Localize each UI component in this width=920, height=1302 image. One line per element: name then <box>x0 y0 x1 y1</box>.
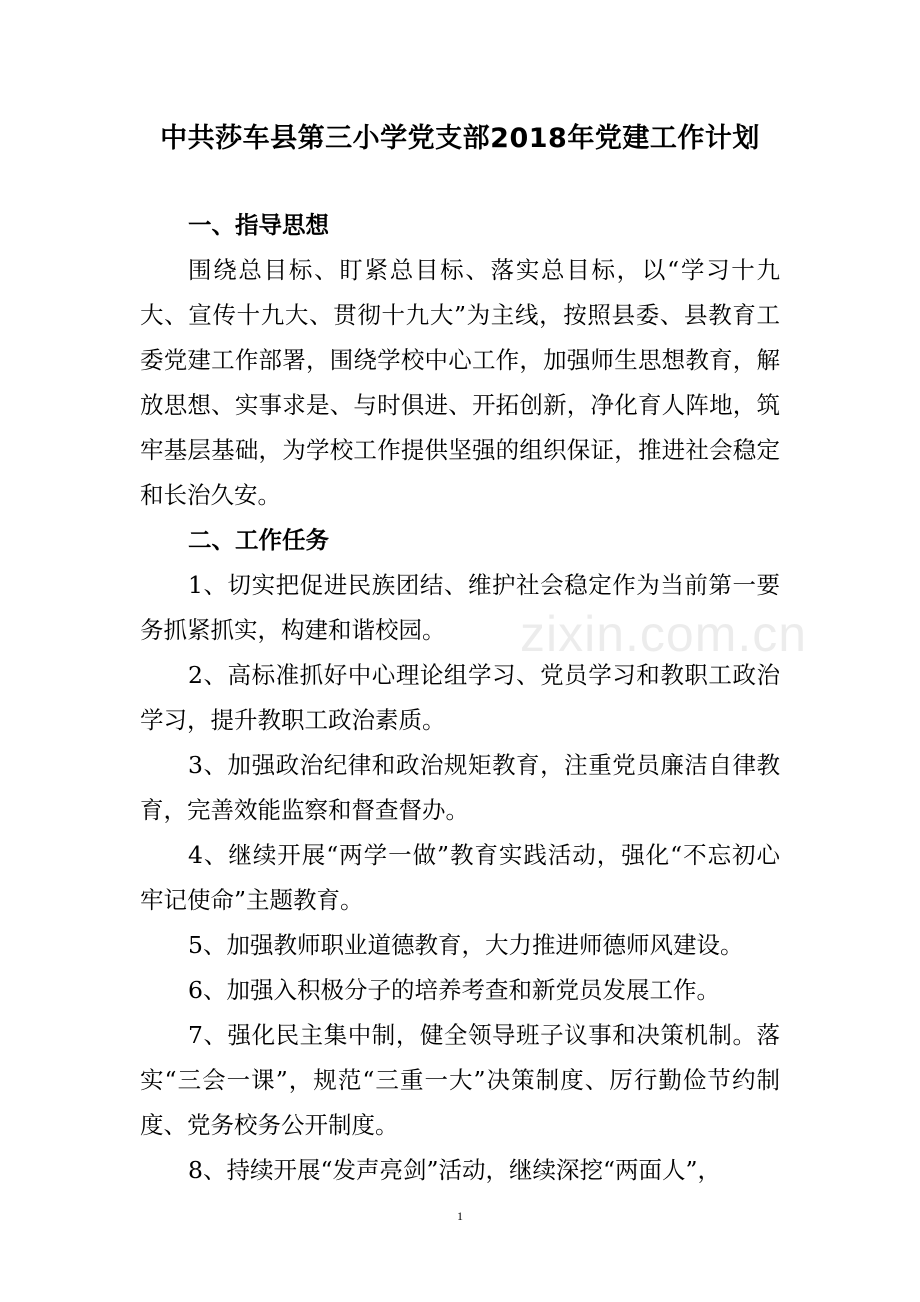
section-heading: 二、工作任务 <box>188 526 329 554</box>
paragraph: 4、继续开展“两学一做”教育实践活动，强化“不忘初心 牢记使命”主题教育。 <box>140 841 780 914</box>
paragraph: 3、加强政治纪律和政治规矩教育，注重党员廉洁自律教育，完善效能监察和督查督办。 <box>140 751 780 824</box>
paragraph: 5、加强教师职业道德教育，大力推进师德师风建设。 <box>188 931 744 959</box>
section-heading: 一、指导思想 <box>188 211 329 239</box>
document-title: 中共莎车县第三小学党支部2018年党建工作计划 <box>160 123 760 154</box>
paragraph: 6、加强入积极分子的培养考查和新党员发展工作。 <box>188 976 720 1004</box>
page-number: 1 <box>457 1209 463 1223</box>
paragraph: 8、持续开展“发声亮剑”活动，继续深挖“两面人”， <box>188 1156 722 1184</box>
document-body <box>140 203 780 1193</box>
watermark: zixin.com.cn <box>520 606 808 662</box>
paragraph: 围绕总目标、盯紧总目标、落实总目标，以“学习十九大、宣传十九大、贯彻十九大”为主线，按照县委、县教育工委党建工作部署，围绕学校中心工作，加强师生思想教育，解放思想、实事求是、与时俱进、开拓创新，净化育人阵地，筑牢基层基础，为学校工作提供坚强的组织保证，推进社会稳定和长治久安。 <box>140 256 780 509</box>
paragraph: 7、强化民主集中制，健全领导班子议事和决策机制。落实“三会一课”，规范“三重一大”决策制度、厉行勤俭节约制度、党务校务公开制度。 <box>140 1021 780 1139</box>
paragraph: 1、切实把促进民族团结、维护社会稳定作为当前第一要务抓紧抓实，构建和谐校园。 <box>140 571 780 644</box>
paragraph: 2、高标准抓好中心理论组学习、党员学习和教职工政治学习，提升教职工政治素质。 <box>140 661 780 734</box>
